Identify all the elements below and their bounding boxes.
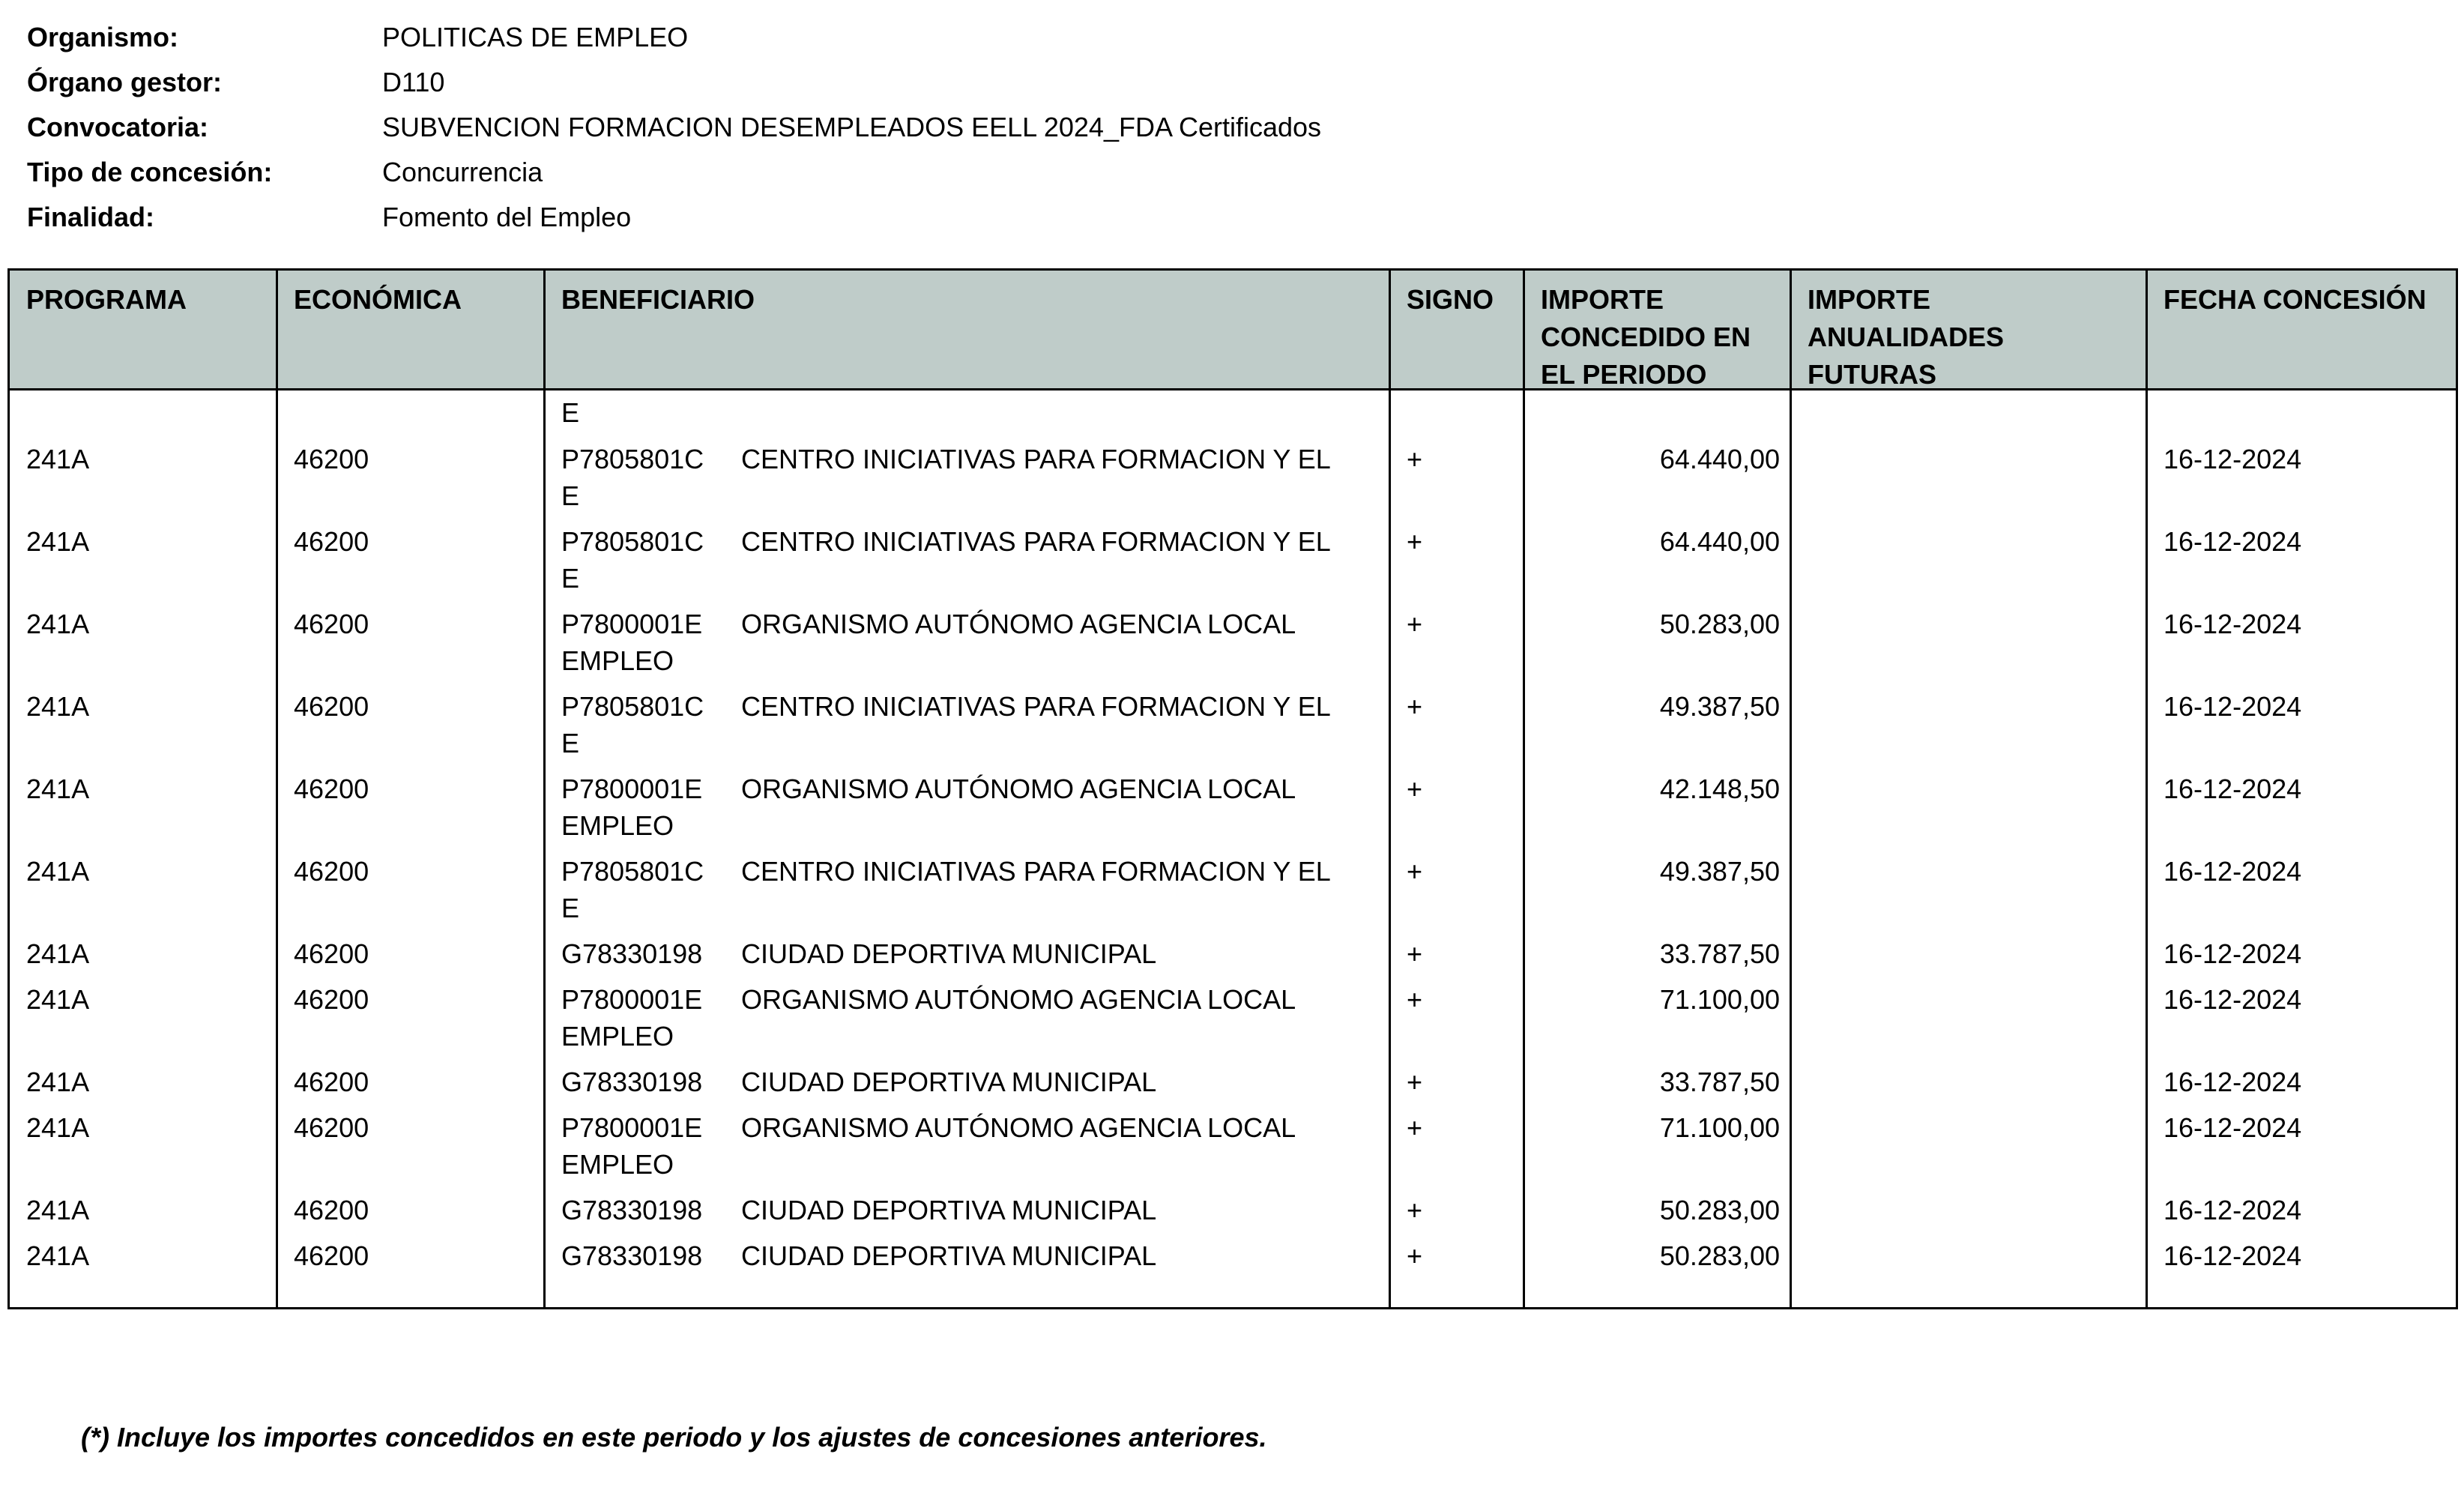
- cell-beneficiario: [561, 1064, 1156, 1101]
- cell-fecha: 16-12-2024: [2163, 773, 2302, 804]
- cell-fecha: 16-12-2024: [2163, 856, 2302, 887]
- header-programa: PROGRAMA: [26, 284, 187, 315]
- footnote: (*) Incluye los importes concedidos en este periodo y los ajustes de concesiones anteriores.: [81, 1422, 1267, 1453]
- meta-label: Órgano gestor:: [27, 67, 223, 97]
- cell-importe: 71.100,00: [1659, 1112, 1780, 1143]
- beneficiary-name: CIUDAD DEPORTIVA MUNICIPAL: [741, 1195, 1157, 1225]
- cell-economica: 46200: [294, 1195, 369, 1225]
- column-divider: [1790, 271, 1792, 1307]
- column-divider: [1523, 271, 1525, 1307]
- cell-economica: 46200: [294, 984, 369, 1015]
- header-importe-futuras: IMPORTE ANUALIDADES FUTURAS: [1808, 284, 2005, 390]
- beneficiary-name-continued: EMPLEO: [561, 1149, 674, 1180]
- cell-fecha: 16-12-2024: [2163, 1112, 2302, 1143]
- cell-beneficiario: [561, 1237, 1156, 1275]
- beneficiary-id: P7805801C: [561, 691, 704, 722]
- header-economica: ECONÓMICA: [294, 284, 462, 315]
- beneficiary-name: CENTRO INICIATIVAS PARA FORMACION Y EL: [741, 856, 1331, 887]
- meta-label: Convocatoria:: [27, 112, 209, 142]
- beneficiary-name: CIUDAD DEPORTIVA MUNICIPAL: [741, 1240, 1157, 1271]
- cell-economica: 46200: [294, 1240, 369, 1271]
- cell-economica: 46200: [294, 1112, 369, 1143]
- cell-signo: +: [1407, 1067, 1423, 1097]
- cell-programa: 241A: [26, 773, 90, 804]
- cell-importe: 50.283,00: [1659, 609, 1780, 639]
- cell-beneficiario: [561, 981, 1296, 1019]
- cell-signo: +: [1407, 526, 1423, 557]
- column-divider: [1389, 271, 1391, 1307]
- cell-importe: 50.283,00: [1659, 1195, 1780, 1225]
- cell-signo: +: [1407, 691, 1423, 722]
- cell-programa: 241A: [26, 856, 90, 887]
- table-header: [10, 271, 2456, 390]
- beneficiary-name: CIUDAD DEPORTIVA MUNICIPAL: [741, 938, 1157, 969]
- column-divider: [543, 271, 546, 1307]
- header-beneficiario: BENEFICIARIO: [561, 284, 755, 315]
- cell-signo: +: [1407, 609, 1423, 639]
- beneficiary-name-continued: E: [561, 728, 580, 758]
- beneficiary-id: P7800001E: [561, 984, 703, 1015]
- cell-beneficiario: [561, 523, 1331, 561]
- cell-beneficiario: [561, 606, 1296, 643]
- meta-label: Tipo de concesión:: [27, 157, 273, 187]
- cell-importe: 49.387,50: [1659, 691, 1780, 722]
- beneficiary-name-continued: EMPLEO: [561, 1021, 674, 1052]
- cell-beneficiario: [561, 688, 1331, 726]
- beneficiary-id: P7800001E: [561, 773, 703, 804]
- beneficiary-id: P7805801C: [561, 444, 704, 474]
- grants-table: [7, 268, 2458, 1309]
- cell-importe: 64.440,00: [1659, 526, 1780, 557]
- beneficiary-name: CENTRO INICIATIVAS PARA FORMACION Y EL: [741, 526, 1331, 557]
- cell-programa: 241A: [26, 1195, 90, 1225]
- cell-economica: 46200: [294, 856, 369, 887]
- cell-fecha: 16-12-2024: [2163, 984, 2302, 1015]
- beneficiary-id: G78330198: [561, 938, 703, 969]
- cell-importe: 49.387,50: [1659, 856, 1780, 887]
- beneficiary-id: G78330198: [561, 1195, 703, 1225]
- cell-programa: 241A: [26, 984, 90, 1015]
- cell-fecha: 16-12-2024: [2163, 444, 2302, 474]
- header-importe-concedido: IMPORTE CONCEDIDO EN EL PERIODO: [1541, 284, 1751, 390]
- column-divider: [276, 271, 278, 1307]
- beneficiary-id: P7805801C: [561, 526, 704, 557]
- cell-fecha: 16-12-2024: [2163, 609, 2302, 639]
- header-fecha-concesion: FECHA CONCESIÓN: [2163, 284, 2427, 315]
- beneficiary-name: CIUDAD DEPORTIVA MUNICIPAL: [741, 1067, 1157, 1097]
- beneficiary-name: ORGANISMO AUTÓNOMO AGENCIA LOCAL: [741, 773, 1296, 804]
- meta-value: Fomento del Empleo: [382, 202, 632, 232]
- beneficiary-name: ORGANISMO AUTÓNOMO AGENCIA LOCAL: [741, 984, 1296, 1015]
- cell-beneficiario: [561, 853, 1331, 890]
- cell-economica: 46200: [294, 938, 369, 969]
- beneficiary-name-continued: EMPLEO: [561, 810, 674, 841]
- column-divider: [2146, 271, 2148, 1307]
- cell-programa: 241A: [26, 938, 90, 969]
- cell-programa: 241A: [26, 526, 90, 557]
- cell-signo: +: [1407, 773, 1423, 804]
- beneficiary-id: G78330198: [561, 1067, 703, 1097]
- cell-signo: +: [1407, 938, 1423, 969]
- cell-fecha: 16-12-2024: [2163, 1240, 2302, 1271]
- cell-economica: 46200: [294, 526, 369, 557]
- cell-programa: 241A: [26, 1112, 90, 1143]
- cell-programa: 241A: [26, 444, 90, 474]
- cell-economica: 46200: [294, 609, 369, 639]
- cell-importe: 33.787,50: [1659, 938, 1780, 969]
- header-signo: SIGNO: [1407, 284, 1494, 315]
- cell-fecha: 16-12-2024: [2163, 691, 2302, 722]
- beneficiary-id: P7800001E: [561, 609, 703, 639]
- cell-beneficiario: [561, 1192, 1156, 1229]
- cell-importe: 64.440,00: [1659, 444, 1780, 474]
- meta-label: Organismo:: [27, 22, 179, 52]
- cell-beneficiario: [561, 441, 1331, 478]
- beneficiary-id: P7800001E: [561, 1112, 703, 1143]
- beneficiary-id: P7805801C: [561, 856, 704, 887]
- cell-economica: 46200: [294, 773, 369, 804]
- cell-programa: 241A: [26, 691, 90, 722]
- cell-fecha: 16-12-2024: [2163, 1067, 2302, 1097]
- cell-signo: +: [1407, 1195, 1423, 1225]
- beneficiary-id: G78330198: [561, 1240, 703, 1271]
- beneficiary-name: ORGANISMO AUTÓNOMO AGENCIA LOCAL: [741, 1112, 1296, 1143]
- cell-economica: 46200: [294, 444, 369, 474]
- meta-value: D110: [382, 67, 445, 97]
- cell-programa: 241A: [26, 609, 90, 639]
- meta-value: Concurrencia: [382, 157, 543, 187]
- cell-economica: 46200: [294, 691, 369, 722]
- cell-fecha: 16-12-2024: [2163, 1195, 2302, 1225]
- cell-signo: +: [1407, 1240, 1423, 1271]
- meta-value: SUBVENCION FORMACION DESEMPLEADOS EELL 2024_FDA Certificados: [382, 112, 1322, 142]
- beneficiary-name-continued: E: [561, 480, 580, 511]
- cell-beneficiario: [561, 1109, 1296, 1147]
- meta-label: Finalidad:: [27, 202, 154, 232]
- beneficiary-name-continued: EMPLEO: [561, 645, 674, 676]
- cell-importe: 42.148,50: [1659, 773, 1780, 804]
- cell-economica: 46200: [294, 1067, 369, 1097]
- beneficiary-name: ORGANISMO AUTÓNOMO AGENCIA LOCAL: [741, 609, 1296, 639]
- cell-importe: 50.283,00: [1659, 1240, 1780, 1271]
- cell-programa: 241A: [26, 1240, 90, 1271]
- cell-importe: 71.100,00: [1659, 984, 1780, 1015]
- beneficiary-name-continued: E: [561, 893, 580, 923]
- beneficiary-continuation: E: [561, 397, 580, 428]
- cell-beneficiario: [561, 770, 1296, 808]
- cell-programa: 241A: [26, 1067, 90, 1097]
- cell-signo: +: [1407, 444, 1423, 474]
- cell-signo: +: [1407, 856, 1423, 887]
- cell-beneficiario: [561, 935, 1156, 973]
- cell-importe: 33.787,50: [1659, 1067, 1780, 1097]
- cell-signo: +: [1407, 1112, 1423, 1143]
- cell-fecha: 16-12-2024: [2163, 938, 2302, 969]
- meta-value: POLITICAS DE EMPLEO: [382, 22, 689, 52]
- beneficiary-name: CENTRO INICIATIVAS PARA FORMACION Y EL: [741, 444, 1331, 474]
- beneficiary-name-continued: E: [561, 563, 580, 594]
- cell-fecha: 16-12-2024: [2163, 526, 2302, 557]
- cell-signo: +: [1407, 984, 1423, 1015]
- beneficiary-name: CENTRO INICIATIVAS PARA FORMACION Y EL: [741, 691, 1331, 722]
